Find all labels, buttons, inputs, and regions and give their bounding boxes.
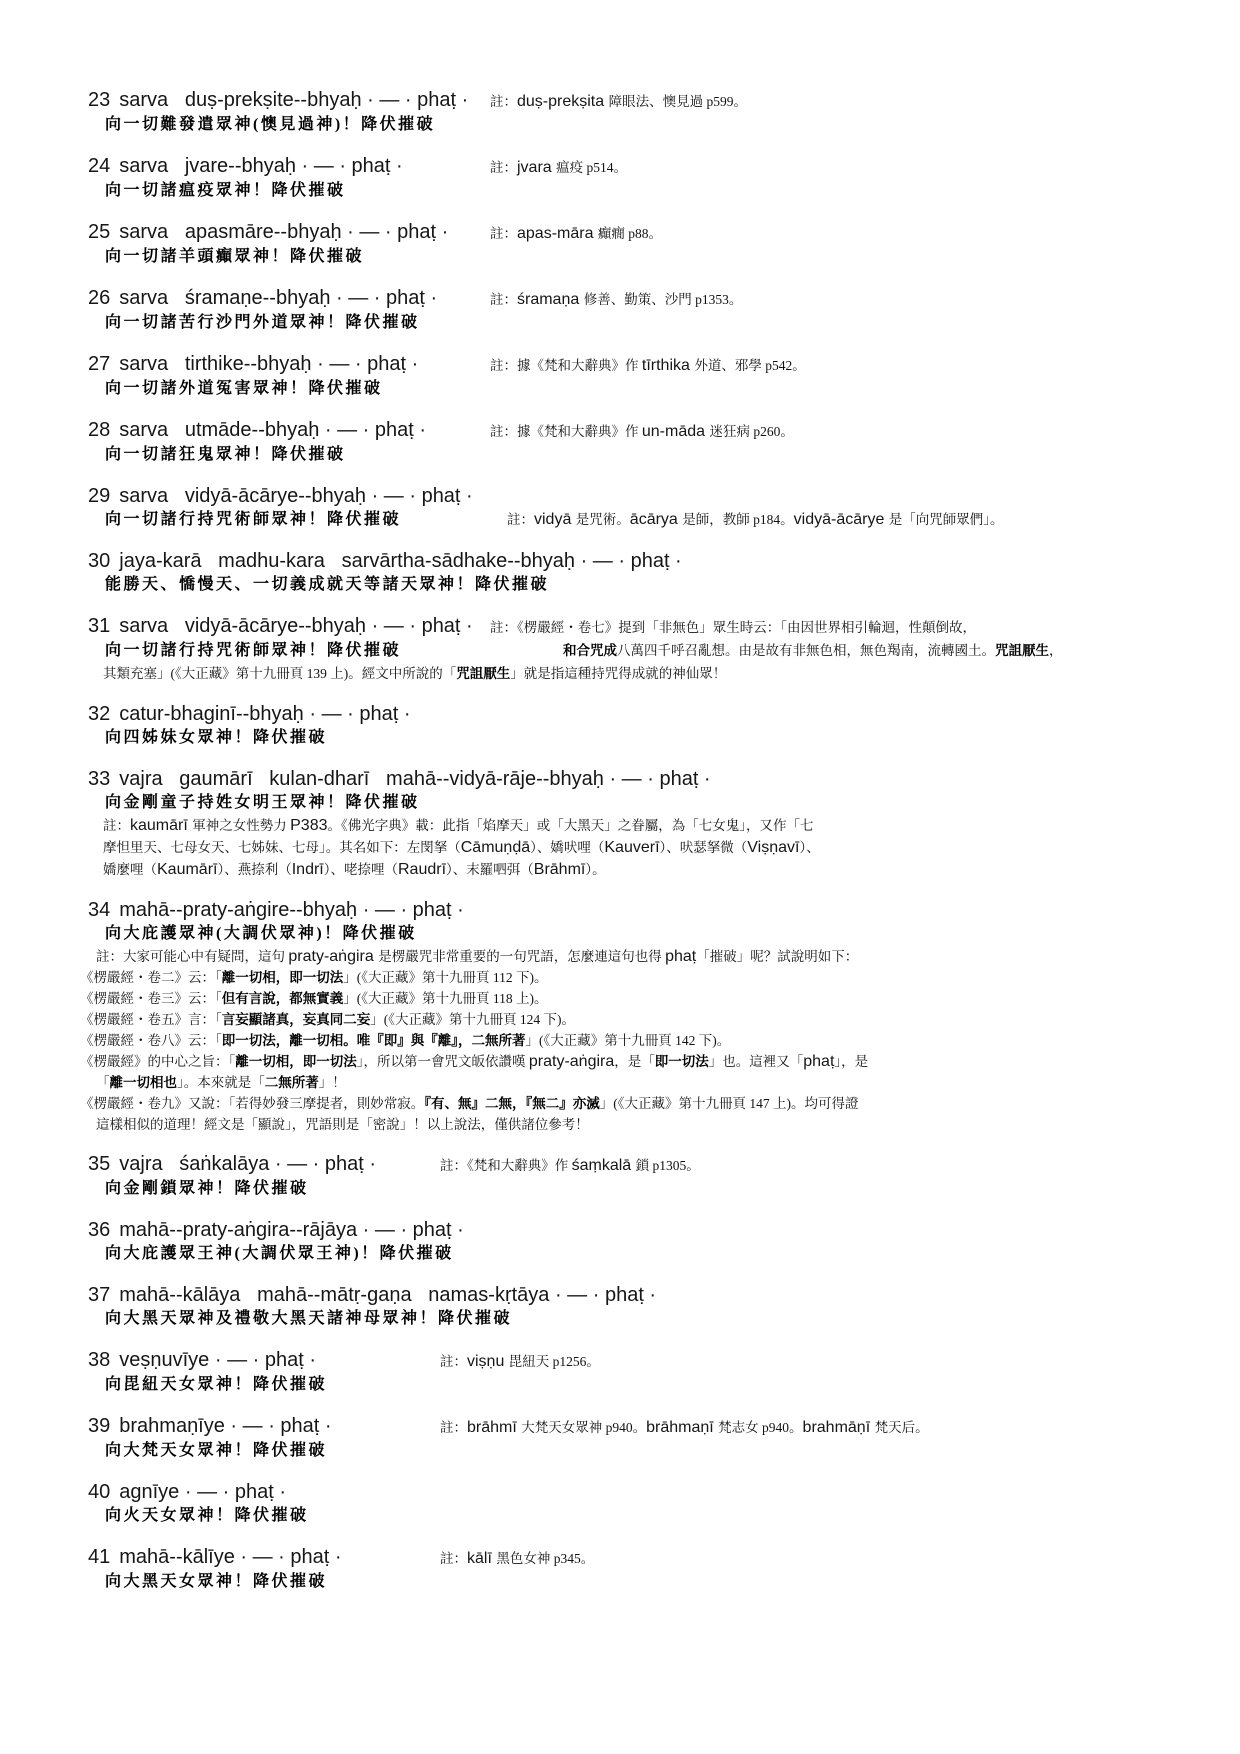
note-line: 《楞嚴經・卷九》又說：「若得妙發三摩提者，則妙常寂。『有、無』二無，『無二』亦滅」(《大正藏》第十九冊頁 147 上)。均可得證	[80, 1096, 859, 1111]
mantra-entry-23	[88, 88, 1184, 137]
chinese-translation: 向一切諸狂鬼眾神！降伏摧破	[105, 446, 346, 463]
entry-number: 34	[88, 899, 111, 921]
note-line: 「離一切相也」。本來就是「二無所著」！	[96, 1075, 346, 1090]
mantra-entry-40	[88, 1480, 1184, 1528]
entry-number: 38	[88, 1349, 111, 1371]
mantra-entry-29	[88, 484, 1184, 532]
chinese-translation: 向大黑天女眾神！降伏摧破	[105, 1573, 328, 1590]
chinese-translation: 向大庇護眾王神(大調伏眾王神)！降伏摧破	[105, 1245, 454, 1262]
chinese-translation: 向一切諸瘟疫眾神！降伏摧破	[105, 182, 346, 199]
sanskrit-line	[88, 1480, 1184, 1504]
note-text: 註：《楞嚴經・卷七》提到「非無色」眾生時云：「由因世界相引輪迴，性顛倒故，	[490, 620, 976, 635]
mantra-entry-38	[88, 1348, 1184, 1397]
note-text: 註：apas-māra 癲癇 p88。	[490, 225, 663, 242]
note-text: 註：duṣ-prekṣita 障眼法、懊見過 p599。	[490, 93, 747, 110]
sanskrit-line	[88, 1545, 440, 1569]
chinese-translation: 能勝天、憍慢天、一切義成就天等諸天眾神！降伏摧破	[105, 576, 550, 593]
note-text: 註：brāhmī 大梵天女眾神 p940。brāhmaṇī 梵志女 p940。brahmāṇī 梵天后。	[440, 1419, 929, 1436]
chinese-translation: 向大梵天女眾神！降伏摧破	[105, 1442, 328, 1459]
sanskrit-line	[88, 1348, 440, 1372]
sanskrit-line	[88, 220, 490, 244]
entry-number: 28	[88, 419, 111, 441]
note-line: 註：大家可能心中有疑問，這句 praty-aṅgira 是楞嚴咒非常重要的一句咒語，怎麼連這句也得 phaṭ「摧破」呢？試說明如下：	[96, 948, 859, 965]
chinese-translation: 向金剛鎖眾神！降伏摧破	[105, 1180, 309, 1197]
entry-number: 31	[88, 615, 111, 637]
sanskrit-line	[88, 484, 1184, 508]
mantra-entry-33	[88, 767, 1184, 881]
sanskrit-line	[88, 702, 1184, 726]
mantra-entry-26	[88, 286, 1184, 335]
chinese-translation: 向大黑天眾神及禮敬大黑天諸神母眾神！降伏摧破	[105, 1310, 513, 1327]
entry-number: 25	[88, 221, 111, 243]
entry-number: 41	[88, 1546, 111, 1568]
sanskrit-line	[88, 418, 490, 442]
note-block	[80, 946, 1184, 1135]
mantra-entry-27	[88, 352, 1184, 401]
chinese-translation: 向一切諸外道冤害眾神！降伏摧破	[105, 380, 383, 397]
sanskrit-text: agnīye · — · phaṭ ·	[119, 1481, 286, 1503]
chinese-translation: 向一切諸羊頭癲眾神！降伏摧破	[105, 248, 365, 265]
note-text: 註：《梵和大辭典》作 śaṃkalā 鎖 p1305。	[440, 1157, 700, 1174]
sanskrit-text: veṣṇuvīye · — · phaṭ ·	[119, 1349, 316, 1371]
chinese-translation: 向金剛童子持姓女明王眾神！降伏摧破	[105, 794, 420, 811]
chinese-translation: 向毘紐天女眾神！降伏摧破	[105, 1376, 328, 1393]
note-line: 《楞嚴經》的中心之旨：「離一切相，即一切法」，所以第一會咒文皈依讚嘆 praty-aṅgira，是「即一切法」也。這裡又「phaṭ」，是	[80, 1053, 869, 1070]
mantra-entry-28	[88, 418, 1184, 467]
sanskrit-text: mahā--kālāya mahā--mātṛ-gaṇa namas-kṛtāya · — · phaṭ ·	[119, 1284, 657, 1306]
sanskrit-text: sarva śramaṇe--bhyaḥ · — · phaṭ ·	[119, 287, 438, 309]
sanskrit-text: vajra śaṅkalāya · — · phaṭ ·	[119, 1153, 377, 1175]
note-line: 《楞嚴經・卷三》云：「但有言說，都無實義」(《大正藏》第十九冊頁 118 上)。	[80, 991, 548, 1006]
sanskrit-line	[88, 286, 490, 310]
sanskrit-line	[88, 352, 490, 376]
sanskrit-text: sarva tirthike--bhyaḥ · — · phaṭ ·	[119, 353, 419, 375]
sanskrit-text: jaya-karā madhu-kara sarvārtha-sādhake--bhyaḥ · — · phaṭ ·	[119, 550, 682, 572]
entry-number: 30	[88, 550, 111, 572]
mantra-entry-37	[88, 1283, 1184, 1331]
sanskrit-text: sarva vidyā-ācārye--bhyaḥ · — · phaṭ ·	[119, 485, 473, 507]
chinese-translation: 向一切諸行持咒術師眾神！降伏摧破	[105, 642, 402, 659]
note-block	[103, 663, 1184, 685]
sanskrit-text: sarva vidyā-ācārye--bhyaḥ · — · phaṭ ·	[119, 615, 473, 637]
entry-number: 27	[88, 353, 111, 375]
note-line: 其類充塞」(《大正藏》第十九冊頁 139 上)。經文中所說的「咒詛厭生」就是指這種持咒得成就的神仙眾！	[103, 666, 727, 681]
note-line: 《楞嚴經・卷八》云：「即一切法，離一切相。唯『即』與『離』，二無所著」(《大正藏》第十九冊頁 142 下)。	[80, 1033, 731, 1048]
chinese-translation: 向火天女眾神！降伏摧破	[105, 1507, 309, 1524]
sanskrit-text: sarva utmāde--bhyaḥ · — · phaṭ ·	[119, 419, 427, 441]
mantra-entry-36	[88, 1218, 1184, 1266]
mantra-entry-41	[88, 1545, 1184, 1594]
note-line: 註：kaumārī 軍神之女性勢力 P383。《佛光字典》載：此指「焰摩天」或「大黑天」之眷屬，為「七女鬼」，又作「七	[103, 817, 814, 834]
note-line: 《楞嚴經・卷五》言：「言妄顯諸真，妄真同二妄」(《大正藏》第十九冊頁 124 下)。	[80, 1012, 575, 1027]
note-line: 《楞嚴經・卷二》云：「離一切相，即一切法」(《大正藏》第十九冊頁 112 下)。	[80, 970, 548, 985]
mantra-entry-34	[80, 898, 1184, 1135]
sanskrit-line	[88, 88, 490, 112]
mantra-entry-30	[88, 549, 1184, 597]
entry-number: 23	[88, 89, 111, 111]
mantra-entry-32	[88, 702, 1184, 750]
chinese-translation: 向一切難發遣眾神(懊見過神)！降伏摧破	[105, 116, 436, 133]
entry-number: 29	[88, 485, 111, 507]
note-block	[103, 815, 1184, 881]
sanskrit-text: mahā--praty-aṅgire--bhyaḥ · — · phaṭ ·	[119, 899, 464, 921]
chinese-translation: 向四姊妹女眾神！降伏摧破	[105, 729, 328, 746]
sanskrit-line	[88, 549, 1184, 573]
note-text: 註：śramaṇa 修善、勤策、沙門 p1353。	[490, 291, 743, 308]
note-text: 註：vidyā 是咒術。ācārya 是師，教師 p184。vidyā-ācārye 是「向咒師眾們」。	[507, 511, 1004, 528]
sanskrit-line	[88, 154, 490, 178]
note-text: 註：jvara 瘟疫 p514。	[490, 159, 627, 176]
mantra-entry-25	[88, 220, 1184, 269]
entry-number: 39	[88, 1415, 111, 1437]
sanskrit-line	[88, 767, 1184, 791]
sanskrit-line	[88, 898, 1184, 922]
entry-number: 33	[88, 768, 111, 790]
mantra-entry-39	[88, 1414, 1184, 1463]
note-line: 嬌麼哩（Kaumārī）、燕捺利（Indrī）、咾捺哩（Raudrī）、末羅呬弭（Brāhmī）。	[103, 861, 606, 878]
mantra-entry-35	[88, 1152, 1184, 1201]
mantra-entry-31	[88, 614, 1184, 685]
sanskrit-text: vajra gaumārī kulan-dharī mahā--vidyā-rāje--bhyaḥ · — · phaṭ ·	[119, 768, 711, 790]
sanskrit-line	[88, 614, 490, 638]
entry-number: 24	[88, 155, 111, 177]
mantra-entry-24	[88, 154, 1184, 203]
note-line: 這樣相似的道理！經文是「顯說」，咒語則是「密說」！以上說法，僅供諸位參考！	[96, 1117, 589, 1132]
note-text: 和合咒成八萬四千呼召亂想。由是故有非無色相，無色羯南，流轉國土。咒詛厭生，	[563, 643, 1063, 658]
entry-number: 26	[88, 287, 111, 309]
sanskrit-line	[88, 1218, 1184, 1242]
entry-number: 36	[88, 1219, 111, 1241]
entry-number: 40	[88, 1481, 111, 1503]
entry-number: 32	[88, 703, 111, 725]
note-text: 註：據《梵和大辭典》作 un-māda 迷狂病 p260。	[490, 423, 794, 440]
note-text: 註：kālī 黑色女神 p345。	[440, 1550, 595, 1567]
chinese-translation: 向一切諸行持咒術師眾神！降伏摧破	[105, 511, 402, 528]
sanskrit-line	[88, 1283, 1184, 1307]
entry-number: 37	[88, 1284, 111, 1306]
sanskrit-text: catur-bhaginī--bhyaḥ · — · phaṭ ·	[119, 703, 411, 725]
chinese-translation: 向大庇護眾神(大調伏眾神)！降伏摧破	[105, 925, 417, 942]
sanskrit-text: brahmaṇīye · — · phaṭ ·	[119, 1415, 332, 1437]
sanskrit-line	[88, 1414, 440, 1438]
sanskrit-text: mahā--praty-aṅgira--rājāya · — · phaṭ ·	[119, 1219, 464, 1241]
sanskrit-text: sarva jvare--bhyaḥ · — · phaṭ ·	[119, 155, 403, 177]
sanskrit-line	[88, 1152, 440, 1176]
sanskrit-text: mahā--kālīye · — · phaṭ ·	[119, 1546, 342, 1568]
sanskrit-text: sarva duṣ-prekṣite--bhyaḥ · — · phaṭ ·	[119, 89, 469, 111]
sanskrit-text: sarva apasmāre--bhyaḥ · — · phaṭ ·	[119, 221, 449, 243]
chinese-translation: 向一切諸苦行沙門外道眾神！降伏摧破	[105, 314, 420, 331]
note-text: 註：viṣṇu 毘紐天 p1256。	[440, 1353, 600, 1370]
entry-number: 35	[88, 1153, 111, 1175]
note-text: 註：據《梵和大辭典》作 tīrthika 外道、邪學 p542。	[490, 357, 806, 374]
note-line: 摩怛里天、七母女天、七姊妹、七母」。其名如下：左閔拏（Cāmuṇḍā）、嬌吠哩（Kauverī）、吠瑟拏微（Viṣṇavī）、	[103, 839, 820, 856]
